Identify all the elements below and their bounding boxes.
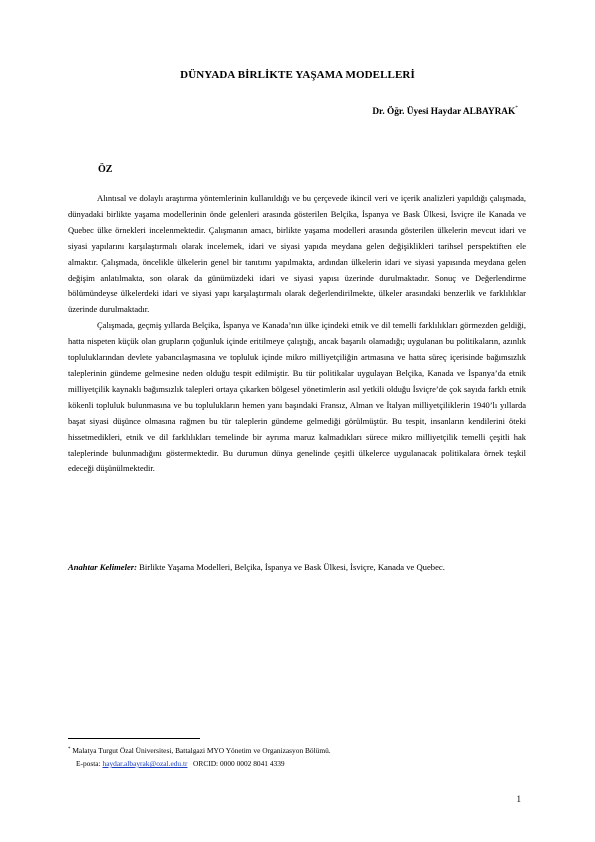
email-link[interactable]: haydar.albayrak@ozal.edu.tr [102, 759, 188, 768]
page-number: 1 [516, 794, 521, 804]
footnote-line-affiliation [68, 744, 526, 757]
footnote [68, 744, 526, 770]
orcid-text: ORCID: 0000 0002 8041 4339 [193, 759, 285, 768]
paper-title: DÜNYADA BİRLİKTE YAŞAMA MODELLERİ [180, 69, 415, 81]
abstract-paragraph-1: Alıntısal ve dolaylı araştırma yöntemlerinin kullanıldığı ve bu çerçevede ikincil veri ve içerik analizleri yapıldığı çalışmada, dünyadaki birlikte yaşama modellerinin önde gelenleri arasında gösterilen Belçika, İspanya ve Bask Ülkesi, İsviçre ile Kanada ve Quebec ülke örnekleri incelenmektedir. Çalışmanın amacı, birlikte yaşama modelleri arasında gösterilen ülkelerin mevcut idari ve siyasi yapılarını karşılaştırmalı olarak incelemek, idari ve siyasi yapıda meydana gelen değişiklikleri tarihsel perspektiften ele almaktır. Çalışmada, öncelikle ülkelerin genel bir tanıtımı yapılmakta, ardından ülkelerin idari ve siyasi yapısında meydana gelen değişim anlatılmakta, son olarak da günümüzdeki idari ve siyasi yapısı üzerinde durulmaktadır. Sonuç ve Değerlendirme bölümündeyse ülkelerdeki idari ve siyasi yapı karşılaştırmalı olarak değerlendirilmekte, ülkeler arasındaki benzerlik ve farklılıklar üzerinde durulmaktadır. [68, 193, 526, 315]
footnote-divider [68, 738, 200, 739]
author-name: Dr. Öğr. Üyesi Haydar ALBAYRAK [372, 107, 516, 117]
keywords-label: Anahtar Kelimeler: [68, 562, 137, 572]
keywords [68, 560, 526, 574]
abstract-paragraph-2: Çalışmada, geçmiş yıllarda Belçika, İspanya ve Kanada’nın ülke içindeki etnik ve dil temelli farklılıkları görmezden geldiği, hatta nispeten küçük olan grupların çoğunluk içinde eritilmeye çalıştığı, ancak başarılı olamadığı; uygulanan bu politikaların, azınlık topluluklarından devlete yabancılaşmasına ve topluluk içinde mikro milliyetçiliğin artmasına ve hatta süreç içerisinde bağımsızlık taleplerinin gündeme gelmesine neden olduğu tespit edilmiştir. Bu tür politikalar uygulayan Belçika, Kanada ve İspanya’da etnik milliyetçilik kaynaklı bağımsızlık talepleri ortaya çıkarken bölgesel yönetimlerin asıl yetkili olduğu İsviçre’de çok sayıda farklı etnik kökenli topluluk bulunmasına ve bu toplulukların hemen yanı başındaki Fransız, Alman ve İtalyan milliyetçiliklerin 1940’lı yıllarda başat siyasi düşünce olmasına rağmen bu tür taleplerin gündeme gelmediği görülmüştür. Bu tespit, insanların kendilerini öteki hissetmedikleri, etnik ve dil farklılıkları temelinde bir ayrıma maruz kalmadıkları sürece mikro milliyetçilik temelli çeşitli hak taleplerinde bulunmadığını göstermektedir. Bu durumun dünya genelinde çeşitli ülkelerce uygulanacak politikalara örnek teşkil edeceği düşünülmektedir. [68, 320, 526, 474]
footnote-marker: * [68, 747, 71, 752]
author-footnote-marker: * [515, 105, 518, 111]
footnote-affiliation: Malatya Turgut Özal Üniversitesi, Battalgazi MYO Yönetim ve Organizasyon Bölümü. [72, 746, 331, 755]
abstract-body [68, 191, 526, 477]
email-label: E-posta: [76, 759, 101, 768]
footnote-line-contact [68, 757, 526, 770]
abstract-heading: ÖZ [98, 164, 113, 175]
author-line [372, 107, 518, 117]
keywords-text: Birlikte Yaşama Modelleri, Belçika, İspanya ve Bask Ülkesi, İsviçre, Kanada ve Quebec. [139, 562, 445, 572]
